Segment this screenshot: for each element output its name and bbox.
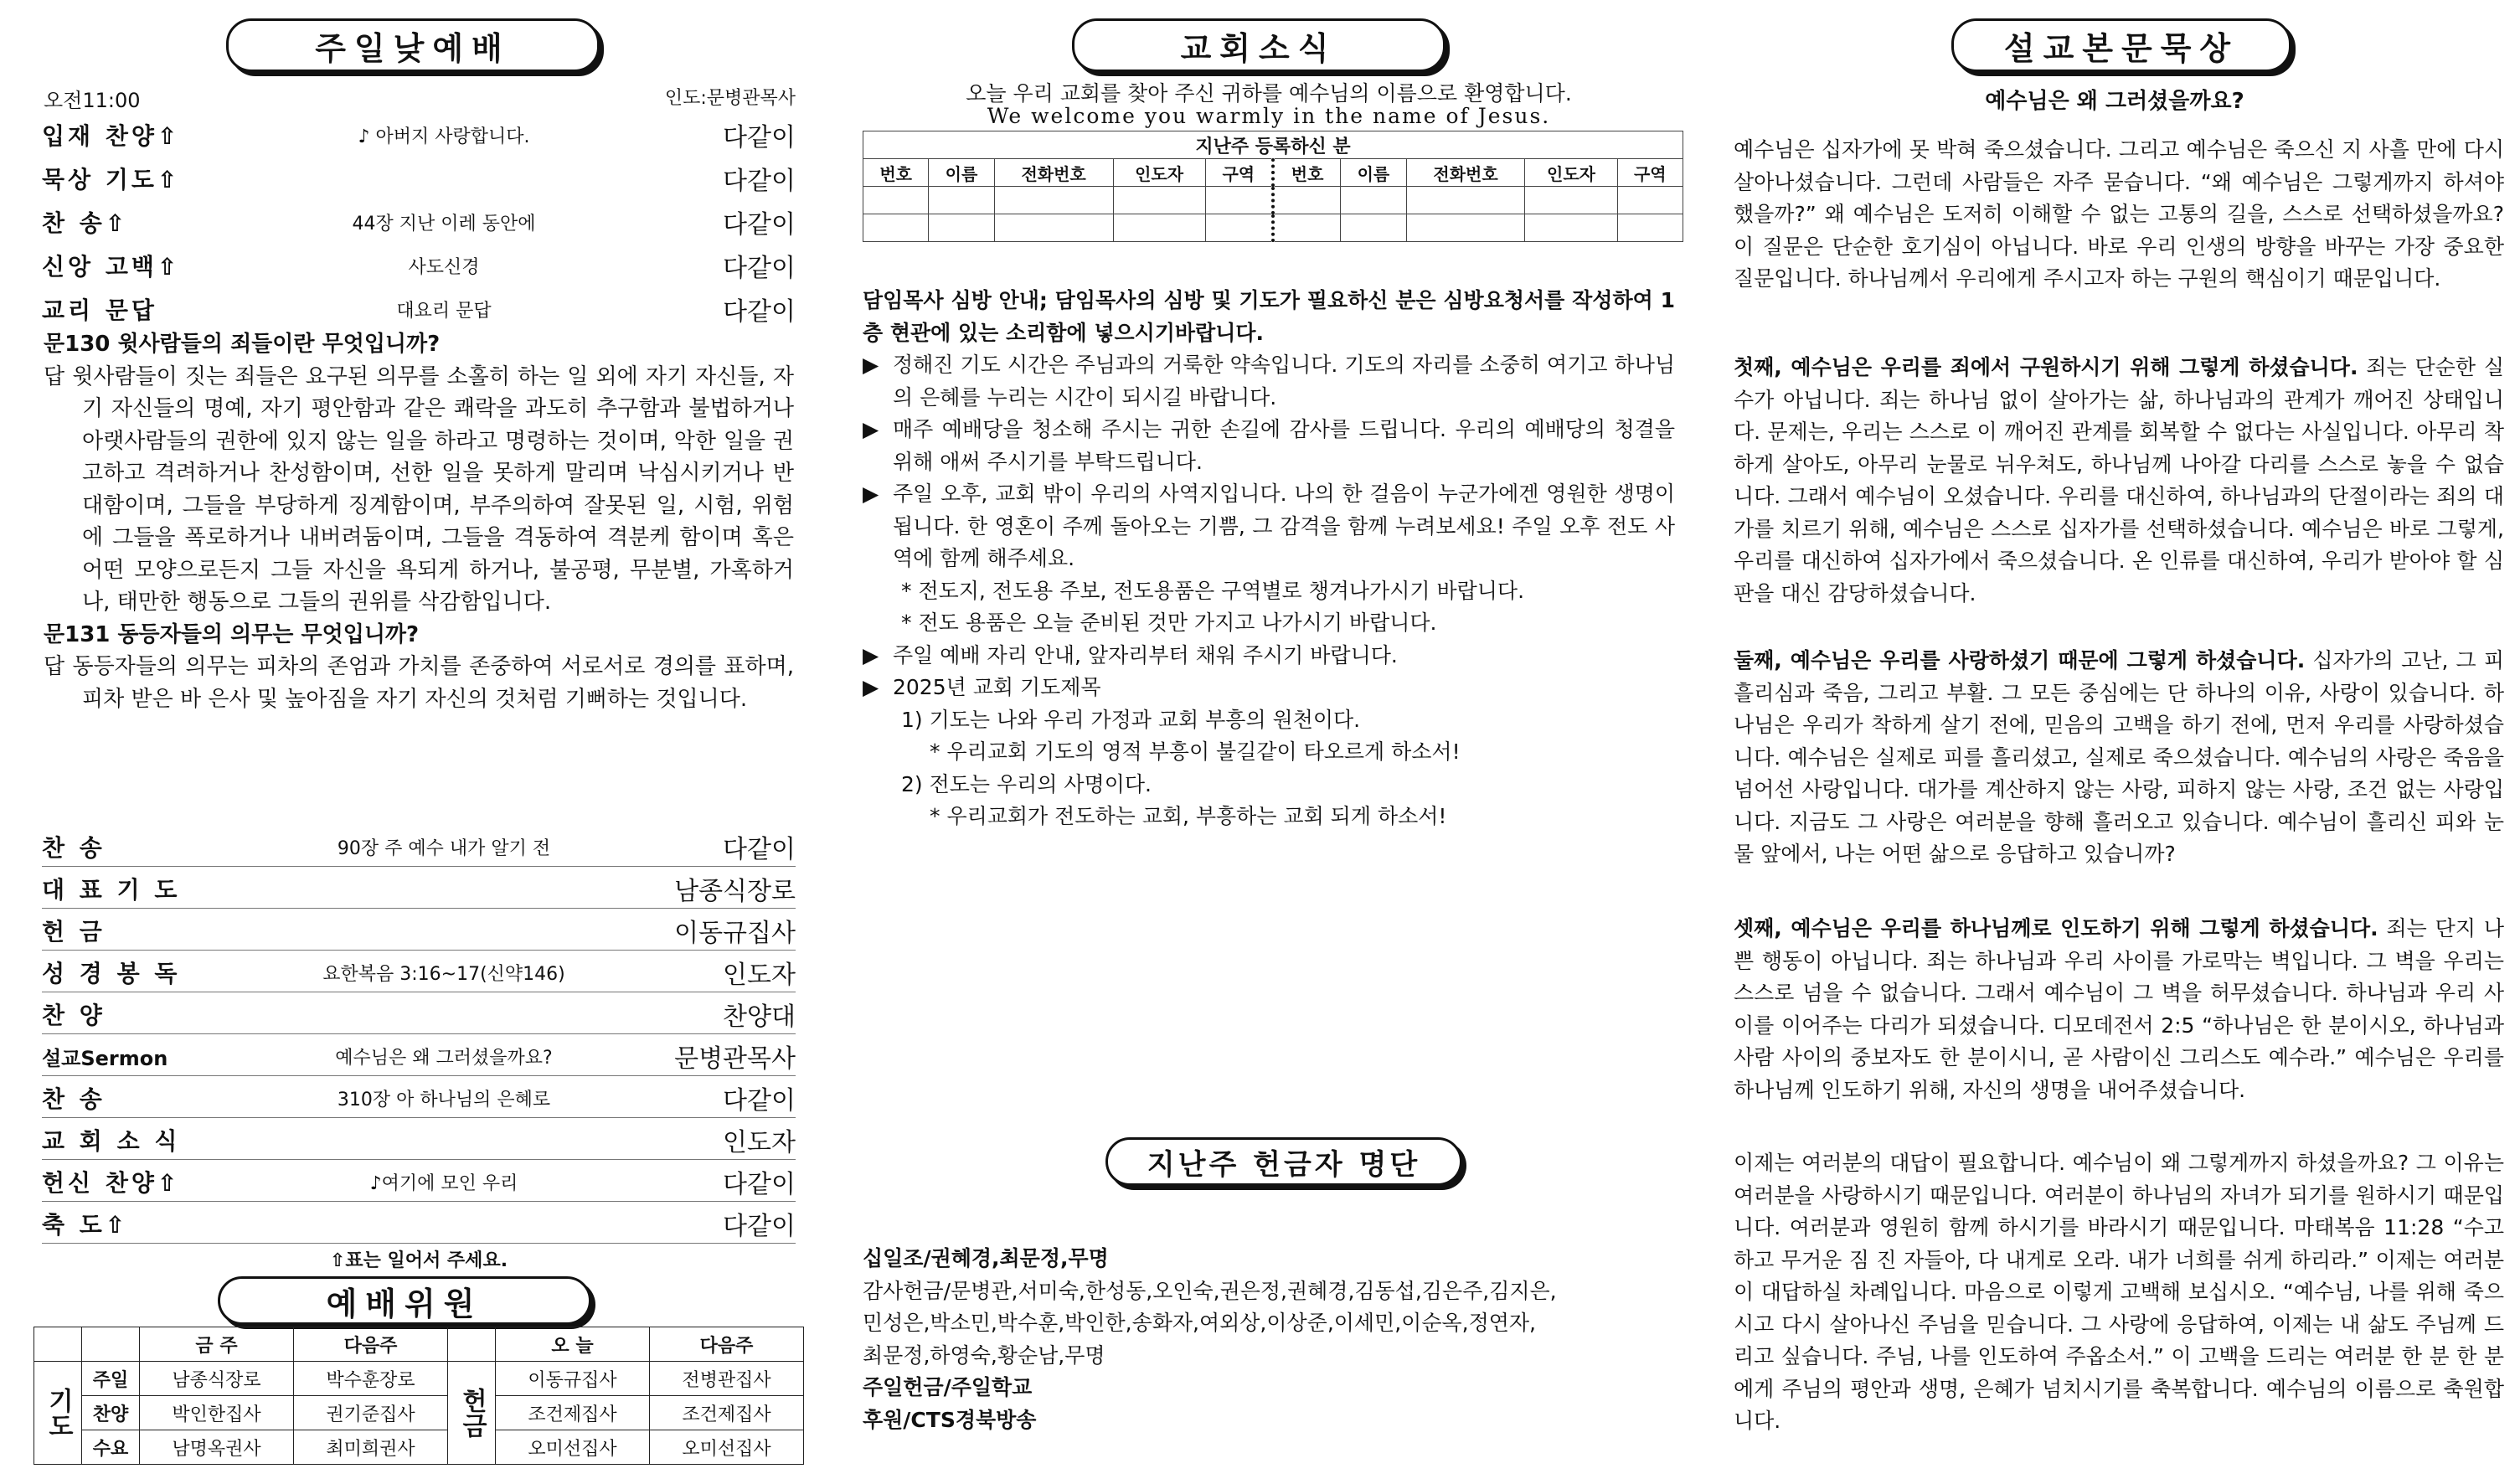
staff-row (34, 1396, 804, 1430)
order-item-who: 다같이 (723, 1212, 796, 1241)
order-item-who: 다같이 (723, 123, 796, 152)
registration-header: 이름 (1341, 159, 1406, 187)
order-item (42, 953, 796, 992)
staff-cell: 남명옥권사 (140, 1430, 294, 1465)
news-item: ▶ 매주 예배당을 청소해 주시는 귀한 손길에 감사를 드립니다. 우리의 예배당의 청결을 위해 애써 주시기를 부탁드립니다. (863, 414, 1675, 478)
staff-cell: 오미선집사 (650, 1430, 804, 1465)
meditation-point-body: 십자가의 고난, 그 피 흘리심과 죽음, 그리고 부활. 그 모든 중심에는 단 하나의 이유, 사랑이 있습니다. 하나님은 우리가 착하게 살기 전에, 믿음의 고백을 하기 전에, 먼저 우리를 사랑하셨습니다. 예수님은 실제로 피를 흘리셨고, 실제로 죽으셨습니다. 예수님의 사랑은 죽음을 넘어선 사랑입니다. 대가를 계산하지 않는 사랑, 피하지 않는 사랑, 조건 없는 사랑입니다. 지금도 그 사랑은 여러분을 향해 흘러오고 있습니다. 예수님이 흘리신 피와 눈물 앞에서, 나는 어떤 삶으로 응답하고 있습니까? (1734, 648, 2505, 866)
order-item-who: 인도자 (723, 1128, 796, 1157)
order-item-who: 문병관목사 (674, 1044, 796, 1074)
registration-header: 전화번호 (994, 159, 1113, 187)
staff-cell: 최미희권사 (294, 1430, 448, 1465)
prayer-topic: 2) 전도는 우리의 사명이다. (901, 771, 1152, 796)
order-item (42, 246, 796, 285)
order-item-content: 사도신경 (408, 256, 480, 278)
staff-row (34, 1362, 804, 1396)
staff-header: 다음주 (294, 1327, 448, 1362)
offering-line: 십일조/권혜경,최문정,무명 (863, 1246, 1109, 1270)
news-subitem: * 전도지, 전도용 주보, 전도용품은 구역별로 챙겨나가시기 바랍니다. (901, 578, 1525, 603)
order-item-name: 묵상 기도⇧ (42, 166, 181, 193)
staff-row-label: 찬양 (82, 1396, 140, 1430)
order-item (42, 203, 796, 241)
meditation-point-heading: 첫째, 예수님은 우리를 죄에서 구원하시기 위해 그렇게 하셨습니다. (1734, 355, 2358, 379)
registration-table (863, 131, 1683, 242)
welcome-korean: 오늘 우리 교회를 찾아 주신 귀하를 예수님의 이름으로 환영합니다. (966, 81, 1572, 106)
offering-title: 지난주 헌금자 명단 (1105, 1137, 1462, 1186)
order-item-name: 성 경 봉 독 (42, 960, 181, 987)
staff-header-row (34, 1327, 804, 1362)
staff-header: 금 주 (140, 1327, 294, 1362)
worship-title: 주일낮예배 (226, 18, 600, 72)
meditation-point-body: 죄는 단순한 실수가 아닙니다. 죄는 하나님 없이 살아가는 삶, 하나님과의 관계가 깨어진 상태입니다. 문제는, 우리는 스스로 이 깨어진 관계를 회복할 수 없다는 사실입니다. 아무리 착하게 살아도, 아무리 눈물로 뉘우쳐도, 하나님께 나아갈 다리를 스스로 놓을 수 없습니다. 그래서 예수님이 오셨습니다. 우리를 대신하여, 하나님과의 단절이라는 죄의 대가를 치르기 위해, 예수님은 스스로 십자가를 선택하셨습니다. 예수님은 바로 그렇게, 우리를 대신하여 십자가에서 죽으셨습니다. 온 인류를 대신하여, 우리가 받아야 할 심판을 대신 감당하셨습니다. (1734, 355, 2504, 605)
news-item: ▶ 주일 예배 자리 안내, 앞자리부터 채워 주시기 바랍니다. (863, 640, 1675, 672)
visit-notice: 담임목사 심방 안내; 담임목사의 심방 및 기도가 필요하신 분은 심방요청서를 작성하여 1층 현관에 있는 소리함에 넣으시기바랍니다. (863, 288, 1675, 345)
meditation-intro: 예수님은 십자가에 못 박혀 죽으셨습니다. 그리고 예수님은 죽으신 지 사흘 만에 다시 살아나셨습니다. 그런데 사람들은 자주 묻습니다. “왜 예수님은 그렇게까지 하셔야 했을까?” 왜 예수님은 도저히 이해할 수 없는 고통의 길을, 스스로 선택하셨을까요? 이 질문은 단순한 호기심이 아닙니다. 바로 우리 인생의 방향을 바꾸는 가장 중요한 질문입니다. 하나님께서 우리에게 주시고자 하는 구원의 핵심이기 때문입니다. (1734, 137, 2504, 291)
order-item-content: ♪ 아버지 사랑합니다. (358, 126, 530, 147)
order-item-content: 대요리 문답 (396, 300, 492, 322)
staff-cell: 박수훈장로 (294, 1362, 448, 1396)
staff-cell: 이동규집사 (496, 1362, 650, 1396)
registration-title: 지난주 등록하신 분 (863, 131, 1683, 159)
worship-leader: 인도:문병관목사 (664, 88, 796, 109)
order-item-name: 헌 금 (42, 918, 106, 946)
registration-header: 전화번호 (1406, 159, 1525, 187)
staff-cell: 남종식장로 (140, 1362, 294, 1396)
staff-header: 오 늘 (496, 1327, 650, 1362)
meditation-point-heading: 셋째, 예수님은 우리를 하나님께로 인도하기 위해 그렇게 하셨습니다. (1734, 916, 2378, 940)
meditation-outro: 이제는 여러분의 대답이 필요합니다. 예수님이 왜 그렇게까지 하셨을까요? 그 이유는 여러분을 사랑하시기 때문입니다. 여러분이 하나님의 자녀가 되기를 원하시기 때문입니다. 여러분과 영원히 함께 하시기를 바라시기 때문입니다. 마태복음 11:28 “수고하고 무거운 짐 진 자들아, 다 내게로 오라. 내가 너희를 쉬게 하리라.” 이제는 여러분이 대답하실 차례입니다. 마음으로 이렇게 고백해 보십시오. “예수님, 나를 위해 죽으시고 다시 살아나신 주님을 믿습니다. 그 사랑에 응답하여, 이제는 내 삶도 주님께 드리고 싶습니다. 주님, 나를 인도하여 주옵소서.” 이 고백을 드리는 여러분 한 분 한 분에게 주님의 평안과 생명, 은혜가 넘치시기를 축복합니다. 예수님의 이름으로 축원합니다. (1734, 1151, 2504, 1433)
bullet-icon: ▶ (863, 482, 879, 506)
order-item (42, 159, 796, 198)
stand-note: ⇧표는 일어서 주세요. (329, 1250, 508, 1271)
registration-title-row (863, 131, 1683, 159)
staff-row-label: 주일 (82, 1362, 140, 1396)
order-item-content: 90장 주 예수 내가 알기 전 (337, 837, 551, 859)
registration-row (863, 214, 1683, 242)
order-item-name: 찬 양 (42, 1002, 106, 1029)
catechism-question: 문131 동등자들의 의무는 무엇입니까? (44, 621, 420, 647)
meditation-point-heading: 둘째, 예수님은 우리를 사랑하셨기 때문에 그렇게 하셨습니다. (1734, 648, 2306, 672)
registration-header: 이름 (929, 159, 994, 187)
offering-line: 후원/CTS경북방송 (863, 1407, 1037, 1432)
order-item-content: 44장 지난 이레 동안에 (352, 213, 536, 234)
staff-row-label: 수요 (82, 1430, 140, 1465)
registration-header: 구역 (1205, 159, 1273, 187)
order-item-name: 교 회 소 식 (42, 1127, 181, 1155)
welcome-english: We welcome you warmly in the name of Jesus. (987, 104, 1551, 128)
meditation-title: 설교본문묵상 (1951, 18, 2291, 72)
order-item-content: 310장 아 하나님의 은혜로 (337, 1089, 551, 1110)
offering-line: 민성은,박소민,박수훈,박인한,송화자,여외상,이상준,이세민,이순옥,정연자, (863, 1311, 1536, 1335)
order-item-name: 신앙 고백⇧ (42, 253, 181, 281)
news-title: 교회소식 (1072, 18, 1446, 72)
prayer-topic: 1) 기도는 나와 우리 가정과 교회 부흥의 원천이다. (901, 707, 1361, 732)
order-item-who: 찬양대 (723, 1002, 796, 1032)
worship-column (25, 0, 812, 1484)
meditation-point (1734, 913, 2504, 1106)
order-item-who: 다같이 (723, 254, 796, 283)
staff-cell: 오미선집사 (496, 1430, 650, 1465)
meditation-subtitle: 예수님은 왜 그러셨을까요? (1985, 89, 2244, 114)
offering-line: 주일헌금/주일학교 (863, 1375, 1033, 1399)
order-item (42, 911, 796, 951)
news-item: ▶ 주일 오후, 교회 밖이 우리의 사역지입니다. 나의 한 걸음이 누군가에겐 영원한 생명이 됩니다. 한 영혼이 주께 돌아오는 기쁨, 그 감격을 함께 누려보세요! 주일 오후 전도 사역에 함께 해주세요. (863, 478, 1675, 575)
order-item (42, 1162, 796, 1202)
order-item (42, 1121, 796, 1160)
order-item-who: 다같이 (723, 167, 796, 196)
order-item-content: 요한복음 3:16~17(신약146) (322, 963, 565, 985)
order-item-name: 입재 찬양⇧ (42, 122, 181, 150)
meditation-column (1717, 0, 2512, 1484)
staff-title: 예배위원 (218, 1276, 591, 1325)
registration-row (863, 187, 1683, 214)
registration-header: 번호 (863, 159, 929, 187)
order-item-who: 다같이 (723, 210, 796, 240)
registration-header: 인도자 (1113, 159, 1205, 187)
order-item-who: 이동규집사 (674, 919, 796, 948)
registration-header: 번호 (1273, 159, 1341, 187)
staff-header: 다음주 (650, 1327, 804, 1362)
staff-side-label: 헌금 (448, 1362, 496, 1465)
offering-list (863, 1243, 1675, 1436)
news-subitem: * 전도 용품은 오늘 준비된 것만 가지고 나가시기 바랍니다. (901, 611, 1437, 635)
prayer-topic-detail: * 우리교회가 전도하는 교회, 부흥하는 교회 되게 하소서! (930, 804, 1447, 828)
catechism-answer: 답 윗사람들이 짓는 죄들은 요구된 의무를 소홀히 하는 일 외에 자기 자신들, 자기 자신들의 명예, 자기 평안함과 같은 쾌락을 과도히 추구함과 불법하거나 아랫사람들의 권한에 있지 않는 일을 하라고 명령하는 것이며, 악한 일을 권고하고 격려하거나 찬성함이며, 선한 일을 못하게 말리며 낙심시키거나 반대함이며, 그들을 부당하게 징계함이며, 부주의하여 잘못된 일, 시험, 위험에 그들을 폭로하거나 내버려둠이며, 그들을 격동하여 격분케 함이며 혹은 어떤 모양으로든지 그들 자신을 욕되게 하거나, 불공평, 무분별, 가혹하거나, 태만한 행동으로 그들의 권위를 삭감함입니다. (44, 363, 794, 615)
news-body (863, 285, 1675, 833)
staff-table (33, 1327, 804, 1465)
bullet-icon: ▶ (863, 353, 879, 377)
order-item-name: 대 표 기 도 (42, 876, 181, 904)
offering-line: 최문정,하영숙,황순남,무명 (863, 1342, 1105, 1368)
staff-cell: 조건제집사 (496, 1396, 650, 1430)
meditation-point (1734, 645, 2504, 871)
order-item (42, 1037, 796, 1076)
order-item-name: 찬 송⇧ (42, 209, 129, 237)
bullet-icon: ▶ (863, 417, 879, 441)
meditation-point (1734, 352, 2504, 610)
order-item (42, 827, 796, 867)
news-column (854, 0, 1683, 1484)
news-item: ▶ 정해진 기도 시간은 주님과의 거룩한 약속입니다. 기도의 자리를 소중히 여기고 하나님의 은혜를 누리는 시간이 되시길 바랍니다. (863, 349, 1675, 414)
staff-cell: 권기준집사 (294, 1396, 448, 1430)
bullet-icon: ▶ (863, 642, 879, 667)
order-item (42, 1079, 796, 1118)
order-item-name: 축 도⇧ (42, 1211, 129, 1239)
meditation-point-body: 죄는 단지 나쁜 행동이 아닙니다. 죄는 하나님과 우리 사이를 가로막는 벽입니다. 그 벽을 우리는 스스로 넘을 수 없습니다. 그래서 예수님이 그 벽을 허무셨습니다. 하나님과 우리 사이를 이어주는 다리가 되셨습니다. 디모데전서 2:5 “하나님은 한 분이시오, 하나님과 사람 사이의 중보자도 한 분이시니, 곧 사람이신 그리스도 예수라.” 예수님은 우리를 하나님께 인도하기 위해, 자신의 생명을 내어주셨습니다. (1734, 916, 2505, 1102)
registration-header-row (863, 159, 1683, 187)
staff-cell: 전병관집사 (650, 1362, 804, 1396)
order-item-who: 다같이 (723, 1086, 796, 1116)
catechism (44, 328, 794, 715)
order-item-who: 다같이 (723, 1170, 796, 1199)
registration-header: 구역 (1617, 159, 1683, 187)
staff-side-label: 기도 (34, 1362, 82, 1465)
order-item-who: 남종식장로 (674, 877, 796, 906)
offering-line: 감사헌금/문병관,서미숙,한성동,오인숙,권은정,권혜경,김동섭,김은주,김지은, (863, 1278, 1557, 1303)
catechism-question: 문130 윗사람들의 죄들이란 무엇입니까? (44, 332, 441, 357)
order-item-name: 헌신 찬양⇧ (42, 1169, 181, 1197)
order-item (42, 290, 796, 328)
registration-header: 인도자 (1525, 159, 1617, 187)
staff-cell: 박인한집사 (140, 1396, 294, 1430)
order-item (42, 1204, 796, 1244)
order-item-who: 다같이 (723, 835, 796, 864)
bullet-icon: ▶ (863, 675, 879, 699)
order-item (42, 995, 796, 1034)
order-item-content: 예수님은 왜 그러셨을까요? (335, 1047, 553, 1069)
order-item (42, 869, 796, 909)
prayer-topic-detail: * 우리교회 기도의 영적 부흥이 불길같이 타오르게 하소서! (930, 739, 1461, 764)
order-item-name: 찬 송 (42, 834, 106, 862)
order-item-name: 설교Sermon (42, 1046, 168, 1070)
order-item (42, 116, 796, 154)
worship-time: 오전11:00 (44, 89, 141, 112)
staff-row (34, 1430, 804, 1465)
order-item-who: 인도자 (723, 961, 796, 990)
order-item-content: ♪여기에 모인 우리 (369, 1172, 518, 1194)
news-item: ▶ 2025년 교회 기도제목 (863, 672, 1675, 704)
order-item-name: 교리 문답 (42, 296, 157, 324)
order-item-name: 찬 송 (42, 1085, 106, 1113)
staff-cell: 조건제집사 (650, 1396, 804, 1430)
order-item-who: 다같이 (723, 297, 796, 327)
catechism-answer: 답 동등자들의 의무는 피차의 존엄과 가치를 존중하여 서로서로 경의를 표하며, 피차 받은 바 은사 및 높아짐을 자기 자신의 것처럼 기뻐하는 것입니다. (44, 654, 794, 712)
